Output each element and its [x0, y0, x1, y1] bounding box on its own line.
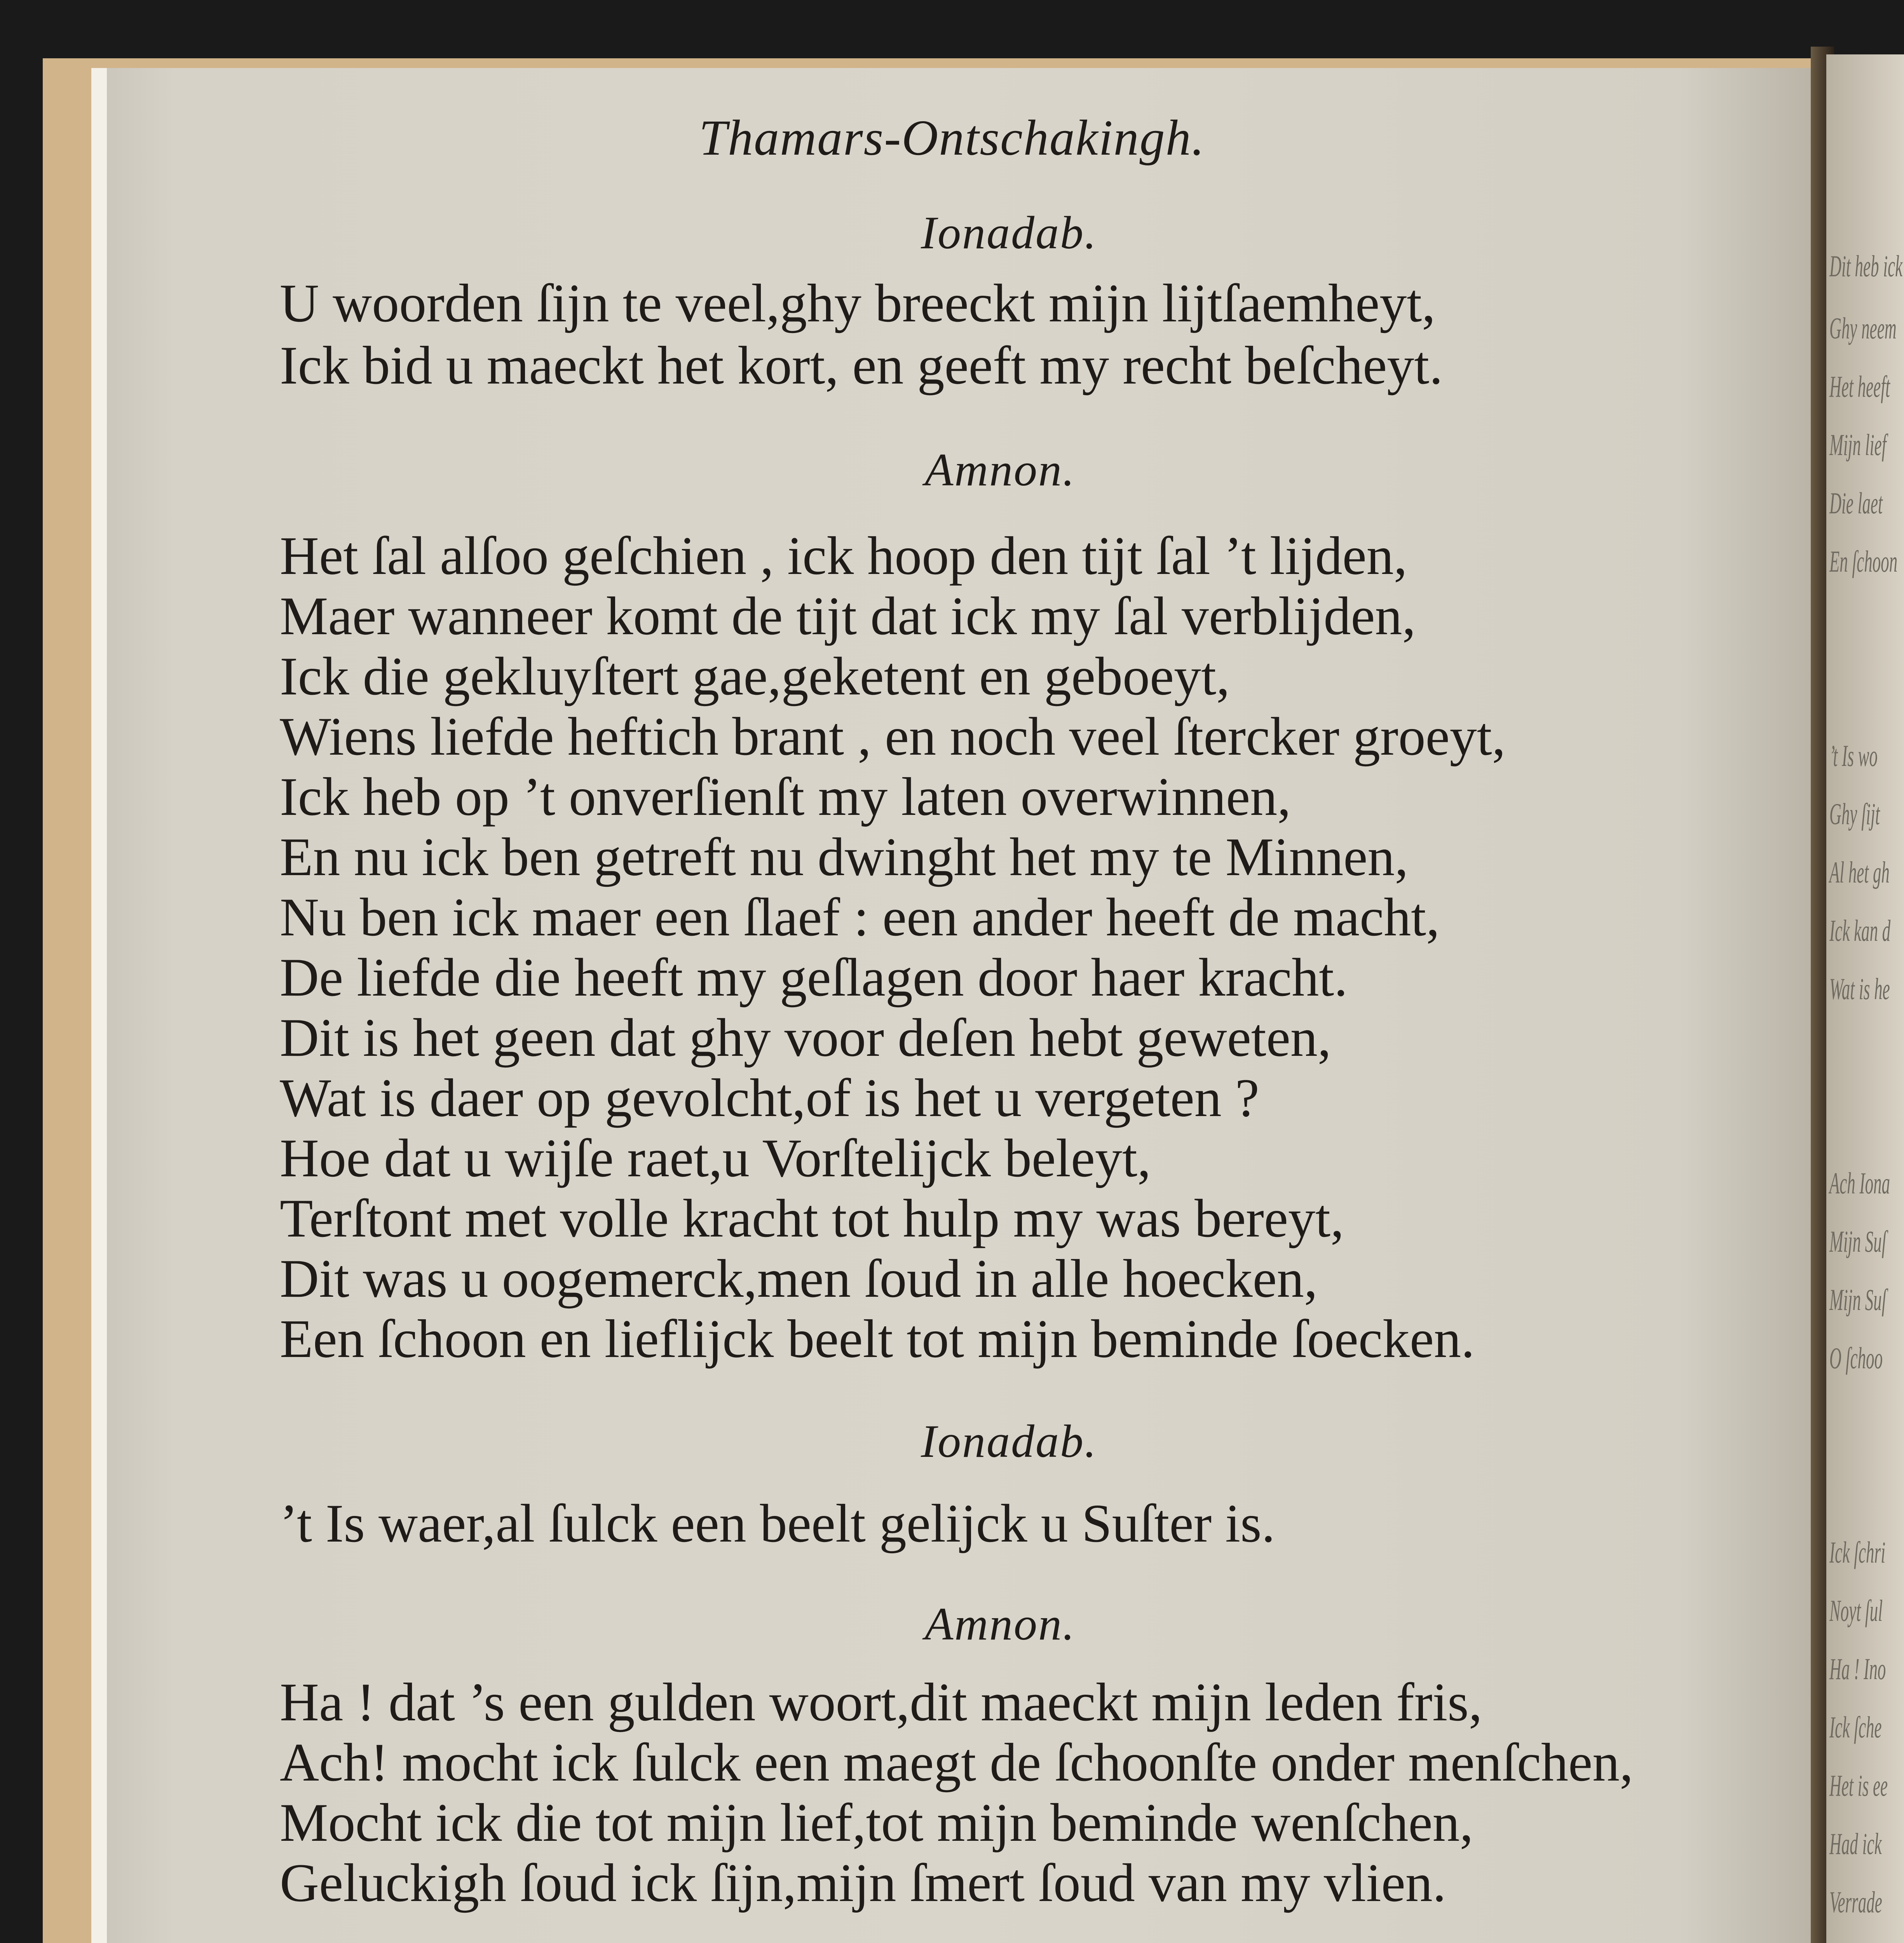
- bleed-through-text: Ach Iona: [1829, 1166, 1890, 1200]
- verse-line: Hoe dat u wijſe raet,u Vorſtelijck beleyt,: [280, 1128, 1151, 1188]
- speaker-label: Ionadab.: [921, 1415, 1097, 1467]
- running-title: Thamars-Ontschakingh.: [699, 110, 1205, 166]
- bleed-through-text: Ha ! Ino: [1829, 1652, 1886, 1686]
- speaker-label: Ionadab.: [921, 207, 1097, 258]
- verse-line: Wat is daer op gevolcht,of is het u vergeten ?: [280, 1068, 1259, 1128]
- verse-line: Ick bid u maeckt het kort, en geeft my recht beſcheyt.: [280, 335, 1443, 396]
- speaker-label: Amnon.: [925, 444, 1076, 495]
- verse-line: Terſtont met volle kracht tot hulp my was bereyt,: [280, 1188, 1344, 1249]
- speaker-label: Amnon.: [925, 1598, 1076, 1650]
- bleed-through-text: Het heeft: [1829, 370, 1890, 403]
- verse-line: U woorden ſijn te veel,ghy breeckt mijn lijtſaemheyt,: [280, 273, 1436, 333]
- verse-line: Het ſal alſoo geſchien , ick hoop den tijt ſal ’t lijden,: [280, 526, 1407, 586]
- verse-line: Ach! mocht ick ſulck een maegt de ſchoonſte onder menſchen,: [280, 1732, 1634, 1793]
- bleed-through-text: Ghy ſijt: [1829, 797, 1880, 831]
- verse-line: Mocht ick die tot mijn lief,tot mijn beminde wenſchen,: [280, 1793, 1473, 1853]
- bleed-through-text: Al het gh: [1829, 855, 1890, 889]
- verse-line: Ick heb op ’t onverſienſt my laten overwinnen,: [280, 767, 1291, 827]
- bleed-through-text: Ick ſche: [1829, 1710, 1882, 1744]
- verse-line: Ick die gekluyſtert gae,geketent en geboeyt,: [280, 646, 1230, 706]
- bleed-through-text: Ghy neem: [1829, 311, 1897, 345]
- verse-line: De liefde die heeft my geſlagen door haer kracht.: [280, 947, 1348, 1008]
- facing-page-bleed: [1826, 54, 1904, 1943]
- verse-line: Dit is het geen dat ghy voor deſen hebt geweten,: [280, 1008, 1331, 1068]
- bleed-through-text: Noyt ſul: [1829, 1594, 1883, 1627]
- verse-line: ’t Is waer,al ſulck een beelt gelijck u Suſter is.: [280, 1493, 1275, 1554]
- bleed-through-text: En ſchoon: [1829, 544, 1898, 578]
- verse-line: Geluckigh ſoud ick ſijn,mijn ſmert ſoud van my vlien.: [280, 1853, 1446, 1913]
- bleed-through-text: Mijn Suſ: [1829, 1283, 1887, 1317]
- verse-line: Wiens liefde heftich brant , en noch veel ſtercker groeyt,: [280, 706, 1506, 767]
- bleed-through-text: Dit heb ick: [1829, 249, 1903, 283]
- bleed-through-text: Wat is he: [1829, 972, 1890, 1006]
- bleed-through-text: Verrade: [1829, 1885, 1882, 1919]
- verse-line: Een ſchoon en lieflijck beelt tot mijn beminde ſoecken.: [280, 1309, 1475, 1369]
- bleed-through-text: Mijn Suſ: [1829, 1224, 1887, 1258]
- verse-line: Maer wanneer komt de tijt dat ick my ſal verblijden,: [280, 586, 1416, 646]
- bleed-through-text: Mijn lief: [1829, 428, 1887, 462]
- verse-line: Dit was u oogemerck,men ſoud in alle hoecken,: [280, 1249, 1318, 1309]
- verse-line: En nu ick ben getreft nu dwinght het my te Minnen,: [280, 827, 1409, 887]
- verse-line: Ha ! dat ’s een gulden woort,dit maeckt mijn leden fris,: [280, 1672, 1482, 1732]
- bleed-through-text: Die laet: [1829, 486, 1883, 520]
- bleed-through-text: Het is ee: [1829, 1769, 1888, 1802]
- verse-line: Nu ben ick maer een ſlaef : een ander heeft de macht,: [280, 887, 1440, 947]
- bleed-through-text: ’t Is wo: [1829, 739, 1878, 773]
- bleed-through-text: O ſchoo: [1829, 1341, 1883, 1375]
- bleed-through-text: Ick ſchri: [1829, 1535, 1886, 1569]
- bleed-through-text: Ick kan d: [1829, 914, 1891, 947]
- bleed-through-text: Had ick: [1829, 1827, 1882, 1861]
